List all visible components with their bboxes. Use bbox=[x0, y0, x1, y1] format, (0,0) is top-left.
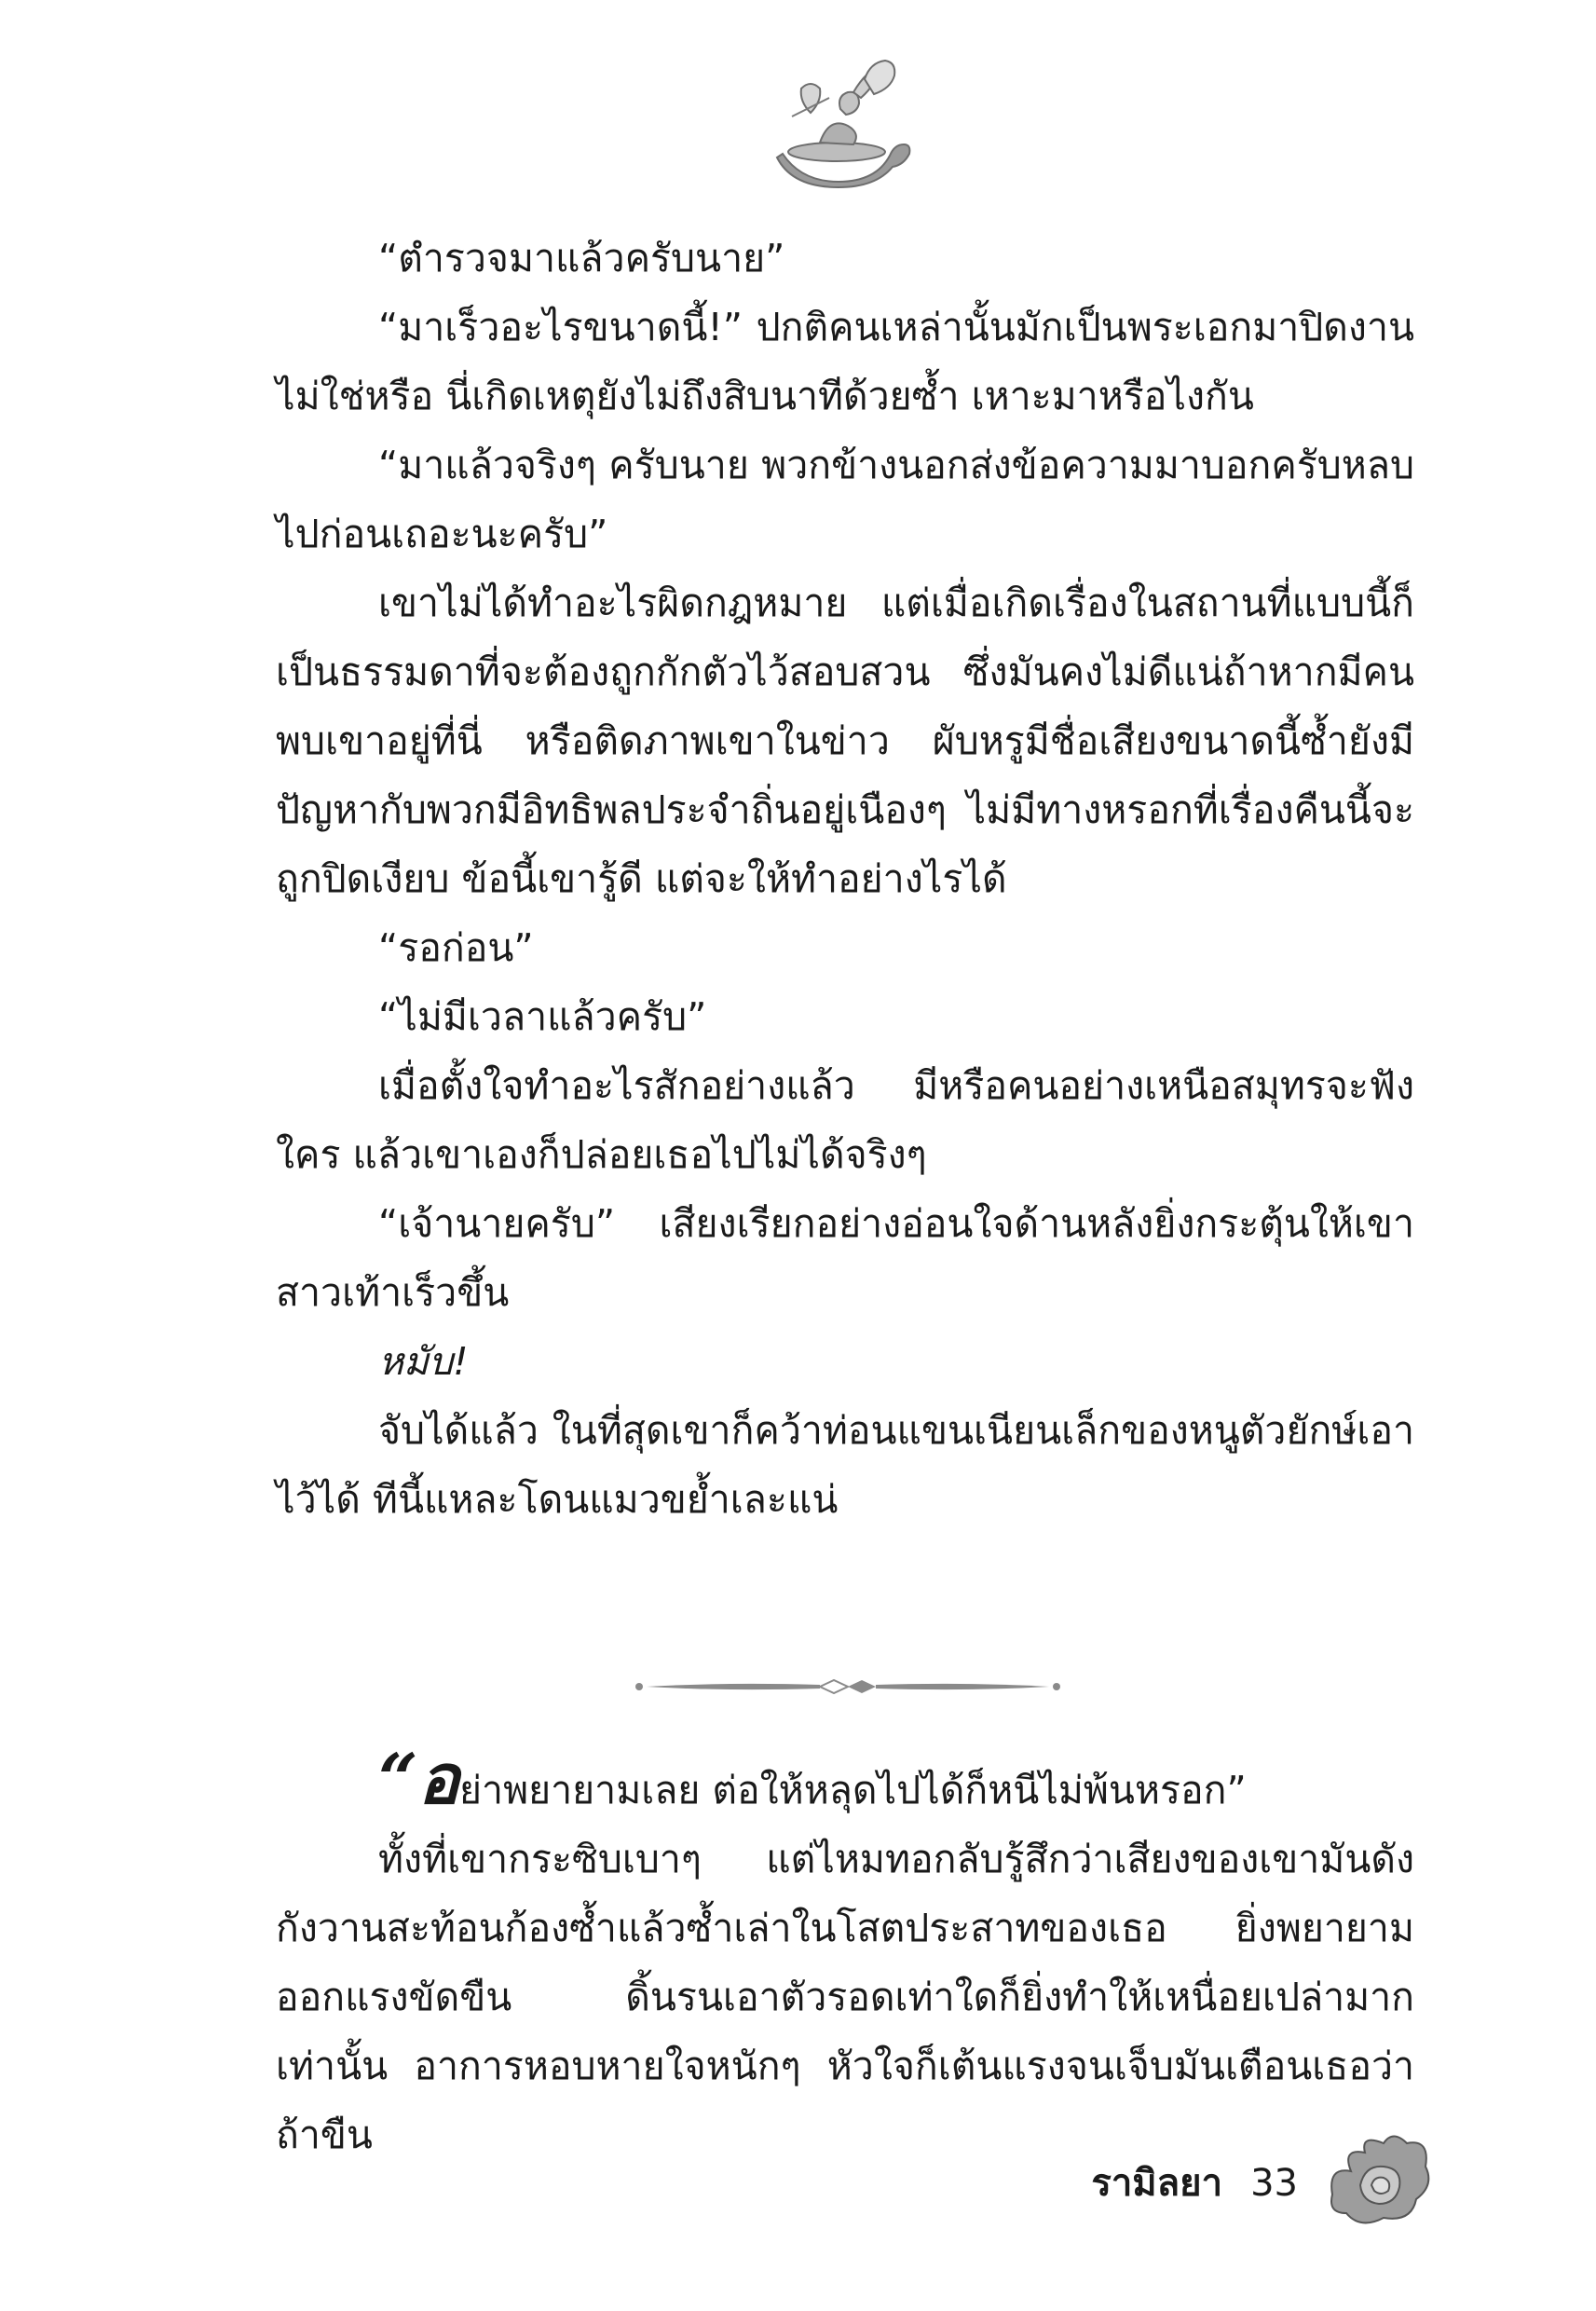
paragraph: “ตำรวจมาแล้วครับนาย” bbox=[378, 236, 785, 280]
dropcap-letter: อ bbox=[417, 1740, 460, 1820]
paragraph: “รอก่อน” bbox=[378, 925, 534, 970]
page-number: 33 bbox=[1250, 2162, 1298, 2205]
body-text-top bbox=[276, 224, 1414, 1534]
paragraph: “มาแล้วจริงๆ ครับนาย พวกข้างนอกส่งข้อความมาบอกครับหลบไปก่อนเถอะนะครับ” bbox=[276, 443, 1414, 556]
opening-line bbox=[276, 1740, 1414, 1825]
paragraph: จับได้แล้ว ในที่สุดเขาก็คว้าท่อนแขนเนียนเล็กของหนูตัวยักษ์เอาไว้ได้ ทีนี้แหละโดนแมวขย้ำเละแน่ bbox=[276, 1408, 1414, 1522]
paragraph: หมับ! bbox=[378, 1339, 469, 1384]
paragraph: “ไม่มีเวลาแล้วครับ” bbox=[378, 994, 707, 1039]
opening-quote-mark: “ bbox=[378, 1740, 418, 1820]
book-title: รามิลยา bbox=[1091, 2162, 1223, 2205]
page-footer bbox=[1091, 2153, 1298, 2212]
paragraph: ทั้งที่เขากระซิบเบาๆ แต่ไหมทอกลับรู้สึกว่าเสียงของเขามันดังกังวานสะท้อนก้องซ้ำแล้วซ้ำเล่าในโสตประสาทของเธอ ยิ่งพยายามออกแรงขัดขืน ดิ้นรนเอาตัวรอดเท่าใดก็ยิ่งทำให้เหนื่อยเปล่ามากเท่านั้น อาการหอบหายใจหนักๆ หัวใจก็เต้นแรงจนเจ็บมันเตือนเธอว่า ถ้าขืน bbox=[276, 1837, 1414, 2157]
cupid-teapot-ornament bbox=[764, 51, 913, 191]
opening-line-text: ย่าพยายามเลย ต่อให้หลุดไปได้ก็หนีไม่พ้นหรอก” bbox=[459, 1768, 1247, 1812]
scene-break-ornament bbox=[634, 1673, 1062, 1701]
paragraph: “เจ้านายครับ” เสียงเรียกอย่างอ่อนใจด้านหลังยิ่งกระตุ้นให้เขาสาวเท้าเร็วขึ้น bbox=[276, 1201, 1414, 1315]
paragraph: เมื่อตั้งใจทำอะไรสักอย่างแล้ว มีหรือคนอย่างเหนือสมุทรจะฟังใคร แล้วเขาเองก็ปล่อยเธอไปไม่ได้จริงๆ bbox=[276, 1063, 1414, 1177]
paragraph: “มาเร็วอะไรขนาดนี้!” ปกติคนเหล่านั้นมักเป็นพระเอกมาปิดงานไม่ใช่หรือ นี่เกิดเหตุยังไม่ถึงสิบนาทีด้วยซ้ำ เหาะมาหรือไงกัน bbox=[276, 305, 1414, 418]
rose-icon bbox=[1323, 2129, 1435, 2232]
paragraph: เขาไม่ได้ทำอะไรผิดกฎหมาย แต่เมื่อเกิดเรื่องในสถานที่แบบนี้ก็เป็นธรรมดาที่จะต้องถูกกักตัวไว้สอบสวน ซึ่งมันคงไม่ดีแน่ถ้าหากมีคนพบเขาอยู่ที่นี่ หรือติดภาพเขาในข่าว ผับหรูมีชื่อเสียงขนาดนี้ซ้ำยังมีปัญหากับพวกมีอิทธิพลประจำถิ่นอยู่เนืองๆ ไม่มีทางหรอกที่เรื่องคืนนี้จะถูกปิดเงียบ ข้อนี้เขารู้ดี แต่จะให้ทำอย่างไรได้ bbox=[276, 581, 1414, 901]
body-text-bottom bbox=[276, 1740, 1414, 2169]
